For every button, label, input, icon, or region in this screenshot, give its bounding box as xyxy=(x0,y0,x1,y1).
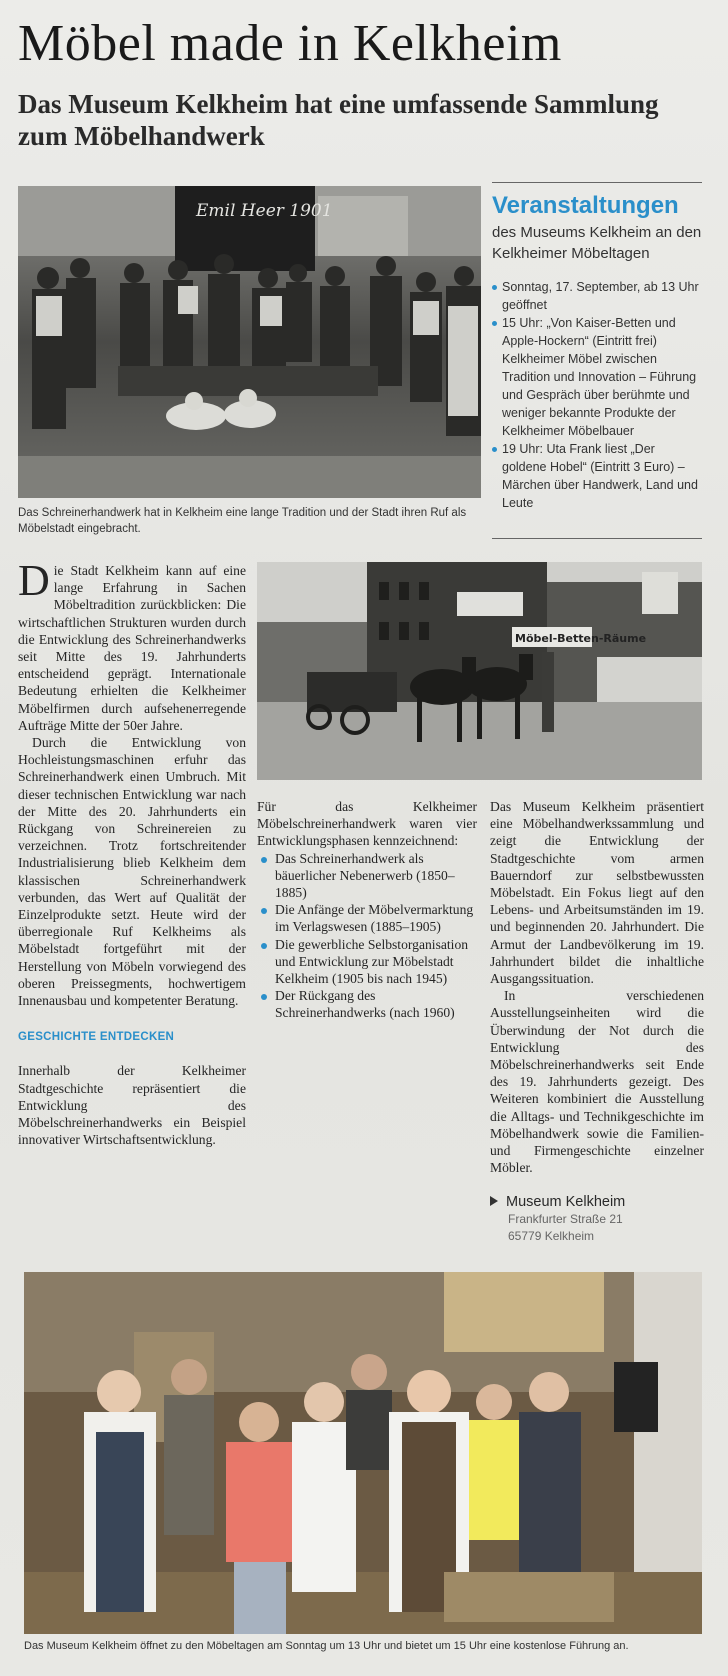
sign-text: Emil Heer 1901 xyxy=(196,201,333,221)
paragraph-3: Innerhalb der Kelkheimer Stadtgeschichte repräsentiert die Entwicklung des Möbelschreinerhandwerks ein Beispiel innovativer Wirtschaftsentwicklung. xyxy=(18,1063,246,1148)
dropcap: D xyxy=(18,556,50,605)
museum-visitors-image xyxy=(24,1272,702,1634)
sidebar-subtitle: des Museums Kelkheim an den Kelkheimer Möbeltagen xyxy=(492,224,702,262)
subheadline: Das Museum Kelkheim hat eine umfassende Sammlung zum Möbelhandwerk xyxy=(18,89,659,151)
museum-visitors-photo xyxy=(24,1272,702,1634)
museum-contact xyxy=(490,1194,704,1245)
photo1-caption: Das Schreinerhandwerk hat in Kelkheim eine lange Tradition und der Stadt ihren Ruf als Möbelstadt eingebracht. xyxy=(18,507,467,535)
events-list xyxy=(492,278,702,512)
paragraph-5: Das Museum Kelkheim präsentiert eine Möbelhandwerkssammlung und zeigt die Entwicklung der Stadtgeschichte vom armen Bauerndorf zur selbstbewussten Möbelstadt. Ein Fokus liegt auf den Lebens- und Arbeitsumständen im 19. und beginnenden 20. Jahrhundert. Die Armut der Landbevölkerung im 19. Jahrhundert bildet die inhaltliche Ausgangssituation. xyxy=(490,799,704,987)
paragraph-4: Für das Kelkheimer Möbelschreinerhandwerk waren vier Entwicklungsphasen kennzeichnend: xyxy=(257,799,477,849)
carpenters-group-photo xyxy=(18,186,481,498)
contact-name: Museum Kelkheim xyxy=(506,1194,626,1211)
sidebar-bottom-rule xyxy=(492,538,702,539)
sidebar-title: Veranstaltungen xyxy=(492,192,679,219)
paragraph-2: Durch die Entwicklung von Hochleistungsmaschinen erfuhr das Schreinerhandwerk einen Umbruch. Mit dieser technischen Entwicklung war nach der Mitte des 20. Jahrhunderts ein Rückgang von Schreinereien zu verzeichnen. Trotz fortschreitender Industrialisierung blieb Kelkheim dem klassischen Schreinerhandwerk verbunden, das Wert auf Qualität der Einzelprodukte setzt. Heute wird der überregionale Ruf Kelkheims als Möbelstadt fortgeführt mit der Herstellung von Möbeln vorwiegend des oberen Preissegments, hochwertigem Innenausbau und kompetenter Beratung. xyxy=(18,735,246,1009)
phase-item: Das Schreinerhandwerk als bäuerlicher Nebenerwerb (1850–1885) xyxy=(257,850,477,902)
phase-item: Der Rückgang des Schreinerhandwerks (nach 1960) xyxy=(257,987,477,1021)
event-item: Sonntag, 17. September, ab 13 Uhr geöffnet xyxy=(492,278,702,314)
arrow-icon xyxy=(490,1196,498,1206)
contact-street: Frankfurter Straße 21 xyxy=(508,1212,623,1227)
phase-item: Die gewerbliche Selbstorganisation und Entwicklung zur Möbelstadt Kelkheim (1905 bis nach 1945) xyxy=(257,936,477,988)
street-scene-photo xyxy=(257,562,702,780)
phases-list xyxy=(257,850,477,1022)
body-column-3 xyxy=(490,798,704,1245)
paragraph-1: ie Stadt Kelkheim kann auf eine lange Erfahrung in Sachen Möbeltradition zurückblicken: Die wirtschaftlichen Strukturen wurden durch die Entwicklung des Schreinerhandwerks seit Mitte des 19. Jahrhunderts entscheidend geprägt. Internationale Bedeutung erhielten die Kelkheimer Möbelfirmen durch aufsehenerregende Aufträge Mitte der 50er Jahre. xyxy=(18,563,246,733)
events-sidebar xyxy=(492,182,702,512)
section-heading: GESCHICHTE ENTDECKEN xyxy=(18,1031,175,1044)
phase-item: Die Anfänge der Möbelvermarktung im Verlagswesen (1885–1905) xyxy=(257,901,477,935)
carpenters-group-image xyxy=(18,186,481,498)
headline: Möbel made in Kelkheim xyxy=(18,15,562,72)
body-column-2 xyxy=(257,798,477,1022)
event-item: 19 Uhr: Uta Frank liest „Der goldene Hobel“ (Eintritt 3 Euro) – Märchen über Handwerk, Land und Leute xyxy=(492,440,702,512)
street-scene-image xyxy=(257,562,702,780)
contact-city: 65779 Kelkheim xyxy=(508,1229,595,1244)
shop-sign: Möbel-Betten-Räume xyxy=(515,632,647,645)
photo3-caption: Das Museum Kelkheim öffnet zu den Möbeltagen am Sonntag um 13 Uhr und bietet um 15 Uhr eine kostenlose Führung an. xyxy=(24,1640,629,1652)
paragraph-6: In verschiedenen Ausstellungseinheiten wird die Überwindung der Not durch die Entwicklung des Möbelschreinerhandwerks seit Ende des 19. Jahrhunderts gezeigt. Des Weiteren kombiniert die Ausstellung die Alltags- und Technikgeschichte im Möbelhandwerk sowie die Familien- und Firmengeschichte einzelner Möbler. xyxy=(490,988,704,1176)
body-column-1 xyxy=(18,556,246,1149)
event-item: 15 Uhr: „Von Kaiser-Betten und Apple-Hockern“ (Eintritt frei) Kelkheimer Möbel zwischen Tradition und Innovation – Führung und Gespräch über berühmte und weniger bekannte Produkte der Kelkheimer Möbelbauer xyxy=(492,314,702,440)
